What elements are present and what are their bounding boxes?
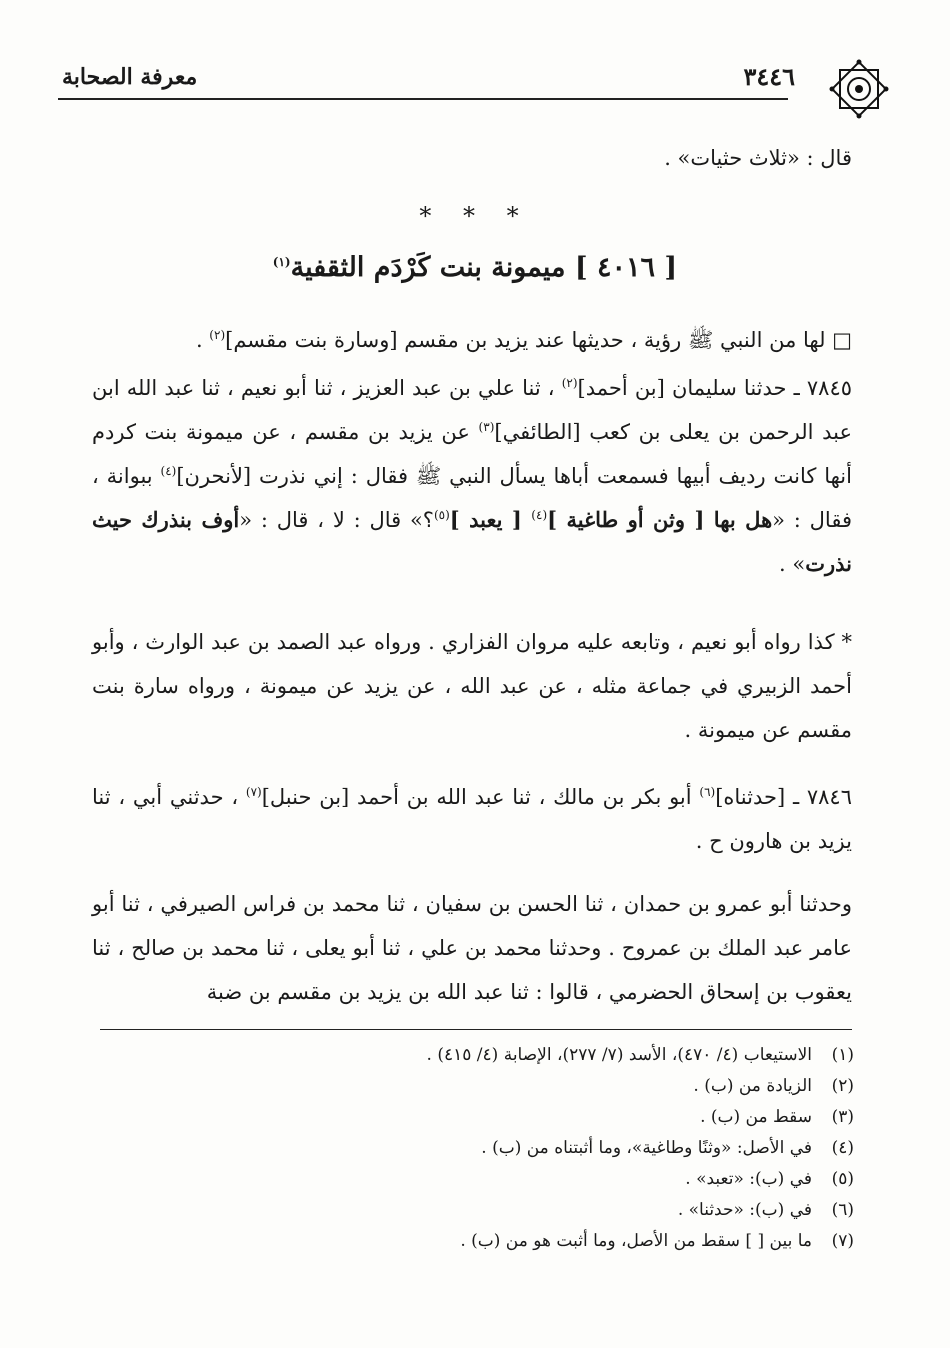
footnote-text: في الأصل: «وثنًا وطاغية»، وما أثبتناه من (ب) . <box>481 1138 812 1158</box>
hadith-text: أبو بكر بن مالك ، ثنا عبد الله بن أحمد [بن حنبل] <box>261 785 700 809</box>
header-rule <box>58 98 788 100</box>
footnote-number: (٤) <box>831 1138 854 1158</box>
footnote-number: (٧) <box>831 1231 854 1251</box>
footnote-text: في (ب): «تعبد» . <box>685 1169 812 1189</box>
closing-paragraph <box>92 882 852 1014</box>
footnote-6 <box>94 1195 854 1226</box>
opening-line-text: قال : «ثلاث حثيات» . <box>664 146 852 170</box>
footnote-text: في (ب): «حدثنا» . <box>677 1200 812 1220</box>
entry-intro <box>92 318 852 362</box>
running-book-title: معرفة الصحابة <box>62 64 198 90</box>
footnote-ref: (٥) <box>433 508 450 522</box>
intro-text: □ لها من النبي ﷺ رؤية ، حديثها عند يزيد بن مقسم [وسارة بنت مقسم] <box>225 328 852 352</box>
footnote-number: (٣) <box>831 1107 854 1127</box>
closing-paragraph-text: وحدثنا أبو عمرو بن حمدان ، ثنا الحسن بن سفيان ، ثنا محمد بن فراس الصيرفي ، ثنا أبو عامر عبد الملك بن عمروح . وحدثنا محمد بن علي ، ثنا أبو يعلى ، ثنا محمد بن صالح ، ثنا يعقوب بن إسحاق الحضرمي ، قالوا : ثنا عبد الله بن يزيد بن مقسم بن ضبة <box>92 892 852 1004</box>
section-separator: * * * <box>419 202 531 230</box>
opening-line <box>92 136 852 180</box>
footnote-3 <box>94 1102 854 1133</box>
footnote-text: الاستيعاب (٤/ ٤٧٠)، الأسد (٧/ ٢٧٧)، الإصابة (٤/ ٤١٥) . <box>426 1045 812 1065</box>
page-number: ٣٤٤٦ <box>743 62 795 91</box>
footnote-ref: (٧) <box>245 785 262 799</box>
footnote-5 <box>94 1164 854 1195</box>
entry-title <box>0 252 950 283</box>
footnotes <box>94 1040 854 1257</box>
footnote-7 <box>94 1226 854 1257</box>
prophetic-speech: هل بها [ وثن أو طاغية ] <box>547 507 773 532</box>
hadith-text: ٧٨٤٦ ـ [حدثناه] <box>715 785 852 809</box>
footnote-number: (١) <box>831 1045 854 1065</box>
hadith-7845 <box>92 366 852 586</box>
footnote-number: (٢) <box>831 1076 854 1096</box>
hadith-text: ببوانة ، فقال : « <box>92 464 852 532</box>
footnote-rule <box>100 1029 852 1030</box>
footnote-text: ما بين [ ] سقط من الأصل، وما أثبت هو من (ب) . <box>460 1231 812 1251</box>
footnote-ref: (٢) <box>209 328 226 342</box>
footnote-number: (٦) <box>831 1200 854 1220</box>
hadith-text: ، حدثني أبي ، ثنا يزيد بن هارون ح . <box>92 785 852 853</box>
footnote-text: سقط من (ب) . <box>700 1107 812 1127</box>
footnote-ref: (٦) <box>699 785 716 799</box>
hadith-text: ، ثنا علي بن عبد العزيز ، ثنا أبو نعيم ، ثنا عبد الله ابن عبد الرحمن بن يعلى بن كعب [الطائفي] <box>92 376 852 444</box>
prophetic-speech: [ يعبد ] <box>449 507 532 532</box>
hadith-text: عن يزيد بن مقسم ، عن ميمونة بنت كردم أنها كانت رديف أبيها فسمعت أباها يسأل النبي ﷺ فقال : إني نذرت [لأنحرن] <box>92 420 852 488</box>
hadith-text: ؟» قال : لا ، قال : « <box>239 508 434 532</box>
commentary <box>92 620 852 752</box>
intro-end: . <box>195 328 210 352</box>
entry-title-text: [ ٤٠١٦ ] ميمونة بنت كَرْدَم الثقفية <box>290 252 678 283</box>
prophetic-speech: أوف بنذرك حيث نذرت <box>92 507 852 576</box>
footnote-ref: (٤) <box>531 508 548 522</box>
footnote-2 <box>94 1071 854 1102</box>
hadith-text: » . <box>779 552 806 576</box>
footnote-number: (٥) <box>831 1169 854 1189</box>
commentary-text: * كذا رواه أبو نعيم ، وتابعه عليه مروان الفزاري . ورواه عبد الصمد بن عبد الوارث ، وأبو أحمد الزبيري في جماعة مثله ، عن عبد الله ، عن يزيد عن ميمونة ، ورواه سارة بنت مقسم عن ميمونة . <box>92 630 852 742</box>
star-ornament-icon <box>828 58 890 120</box>
footnote-4 <box>94 1133 854 1164</box>
footnote-ref: (١) <box>272 255 291 269</box>
hadith-text: ٧٨٤٥ ـ حدثنا سليمان [بن أحمد] <box>577 376 853 400</box>
footnote-1 <box>94 1040 854 1071</box>
footnote-ref: (٢) <box>561 376 578 390</box>
hadith-7846 <box>92 775 852 863</box>
footnote-ref: (٤) <box>160 464 177 478</box>
footnote-ref: (٣) <box>478 420 495 434</box>
footnote-text: الزيادة من (ب) . <box>693 1076 812 1096</box>
